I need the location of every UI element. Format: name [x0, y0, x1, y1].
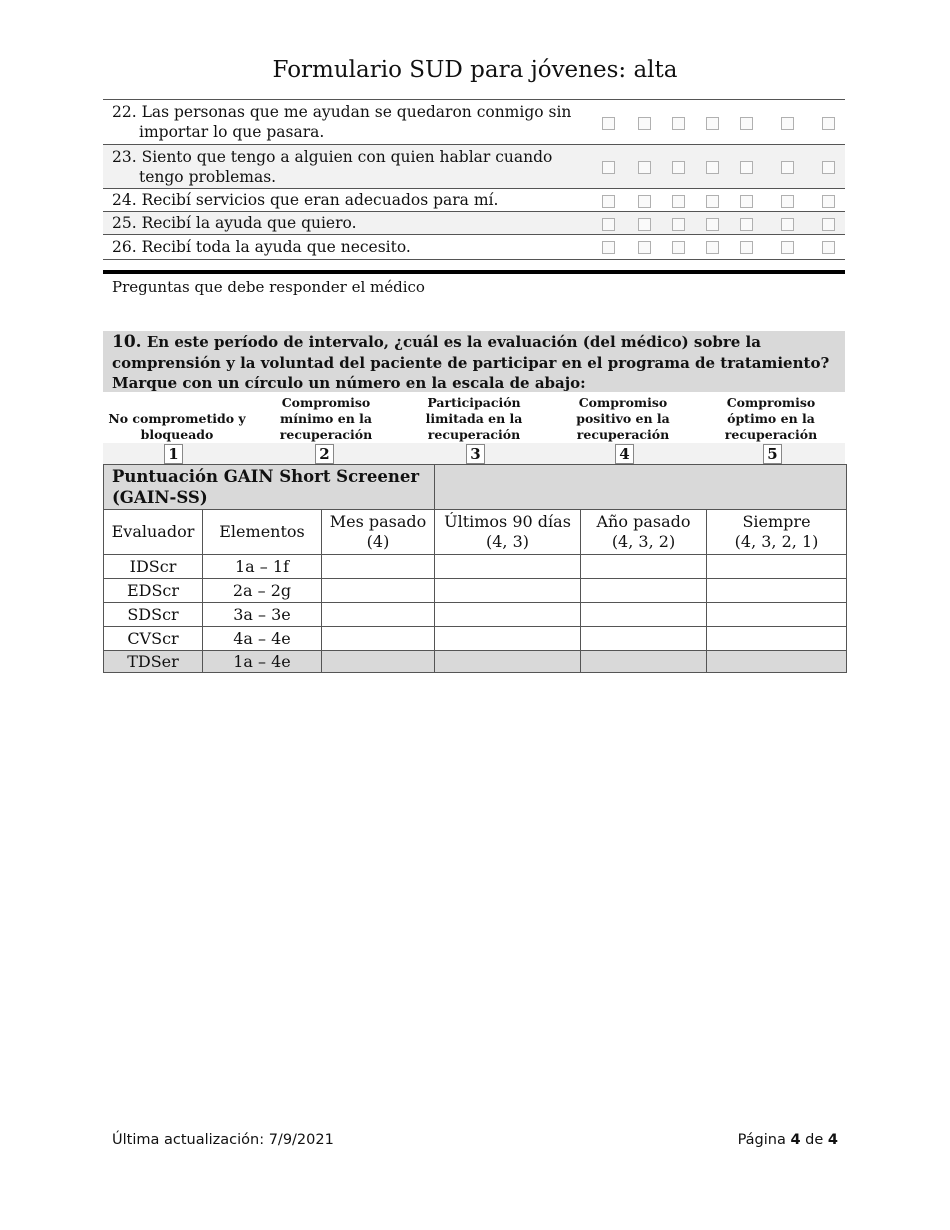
scale-label: Compromiso positivo en la recuperación: [576, 395, 670, 442]
question-10-text: En este período de intervalo, ¿cuál es la evaluación (del médico) sobre la comprensión y la voluntad del paciente de participar en el programa de tratamiento? Marque con un círculo un número en la escala de abajo:: [112, 333, 830, 392]
evaluator-cell: CVScr: [104, 627, 203, 651]
answer-checkbox[interactable]: [706, 218, 719, 231]
table-row: [104, 603, 847, 627]
gain-ss-table: [103, 464, 847, 673]
answer-checkbox[interactable]: [602, 218, 615, 231]
answer-checkbox[interactable]: [638, 117, 651, 130]
table-row: [104, 627, 847, 651]
answer-checkbox[interactable]: [706, 195, 719, 208]
question-line2: importar lo que pasara.: [139, 123, 325, 141]
table-row: [104, 579, 847, 603]
answer-checkbox[interactable]: [822, 218, 835, 231]
page-title: Formulario SUD para jóvenes: alta: [272, 57, 678, 83]
scale-label: Compromiso mínimo en la recuperación: [279, 395, 373, 442]
score-cell[interactable]: [581, 603, 707, 627]
column-header: Mes pasado (4): [322, 510, 435, 555]
column-header: Siempre (4, 3, 2, 1): [707, 510, 847, 555]
gain-ss-header: [104, 465, 847, 510]
answer-checkbox[interactable]: [781, 195, 794, 208]
question-line1: 22. Las personas que me ayudan se quedaron conmigo sin: [112, 103, 572, 121]
scale-number-1[interactable]: 1: [164, 444, 183, 464]
score-cell[interactable]: [581, 555, 707, 579]
question-text: [103, 235, 589, 259]
score-cell[interactable]: [435, 627, 581, 651]
clinician-note: Preguntas que debe responder el médico: [112, 278, 425, 296]
answer-checkbox[interactable]: [781, 117, 794, 130]
items-cell: 1a – 1f: [203, 555, 322, 579]
score-cell[interactable]: [435, 555, 581, 579]
page-number: Página 4 de 4: [737, 1132, 838, 1148]
answer-checkbox[interactable]: [602, 117, 615, 130]
scale-numbers: [103, 443, 845, 464]
score-cell[interactable]: [707, 579, 847, 603]
score-cell[interactable]: [322, 603, 435, 627]
question-text: [103, 212, 589, 235]
items-cell: 4a – 4e: [203, 627, 322, 651]
question-text: [103, 100, 589, 145]
answer-checkbox[interactable]: [781, 218, 794, 231]
question-line1: 25. Recibí la ayuda que quiero.: [112, 214, 357, 232]
question-row: [103, 145, 845, 189]
score-cell[interactable]: [581, 651, 707, 673]
question-10: [103, 331, 845, 392]
items-cell: 2a – 2g: [203, 579, 322, 603]
gain-header-fill: [435, 465, 847, 510]
gain-column-headers: [104, 510, 847, 555]
answer-checkbox[interactable]: [781, 241, 794, 254]
score-cell[interactable]: [581, 579, 707, 603]
answer-checkbox[interactable]: [706, 117, 719, 130]
gain-title-line1: Puntuación GAIN Short Screener: [112, 467, 420, 486]
question-row: [103, 189, 845, 212]
score-cell[interactable]: [435, 579, 581, 603]
evaluator-cell: EDScr: [104, 579, 203, 603]
score-cell[interactable]: [322, 627, 435, 651]
answer-checkbox[interactable]: [672, 117, 685, 130]
last-updated: Última actualización: 7/9/2021: [112, 1132, 334, 1148]
score-cell[interactable]: [435, 603, 581, 627]
answer-checkbox[interactable]: [672, 195, 685, 208]
score-cell[interactable]: [322, 555, 435, 579]
answer-checkbox[interactable]: [740, 218, 753, 231]
answer-checkbox[interactable]: [781, 161, 794, 174]
answer-checkbox[interactable]: [638, 161, 651, 174]
question-line1: 24. Recibí servicios que eran adecuados para mí.: [112, 191, 499, 209]
score-cell[interactable]: [322, 579, 435, 603]
question-line1: 23. Siento que tengo a alguien con quien hablar cuando: [112, 147, 553, 166]
answer-checkbox[interactable]: [822, 195, 835, 208]
question-line2: tengo problemas.: [139, 167, 277, 186]
gain-title-line2: (GAIN-SS): [112, 488, 208, 507]
score-cell[interactable]: [707, 603, 847, 627]
answer-checkbox[interactable]: [706, 161, 719, 174]
score-cell[interactable]: [581, 627, 707, 651]
question-row: [103, 212, 845, 235]
scale-number-2[interactable]: 2: [315, 444, 334, 464]
section-divider: [103, 270, 845, 274]
answer-checkbox[interactable]: [602, 161, 615, 174]
table-bottom-rule: [103, 259, 845, 260]
score-cell[interactable]: [707, 555, 847, 579]
question-text: [103, 189, 589, 212]
scale-number-4[interactable]: 4: [615, 444, 634, 464]
scale-number-3[interactable]: 3: [466, 444, 485, 464]
column-header: Últimos 90 días (4, 3): [435, 510, 581, 555]
answer-checkbox[interactable]: [638, 241, 651, 254]
answer-checkbox[interactable]: [638, 195, 651, 208]
question-text: [103, 145, 589, 189]
scale-label: Compromiso óptimo en la recuperación: [724, 395, 818, 442]
answer-checkbox[interactable]: [602, 195, 615, 208]
answer-checkbox[interactable]: [638, 218, 651, 231]
total-row: [104, 651, 847, 673]
scale-label: Participación limitada en la recuperación: [425, 395, 523, 442]
score-cell[interactable]: [322, 651, 435, 673]
score-cell[interactable]: [707, 627, 847, 651]
evaluator-cell: IDScr: [104, 555, 203, 579]
scale-labels: [103, 393, 845, 443]
question-row: [103, 235, 845, 259]
answer-checkbox[interactable]: [822, 117, 835, 130]
answer-checkbox[interactable]: [706, 241, 719, 254]
questions-table: [103, 99, 845, 259]
scale-label: No comprometido y bloqueado: [108, 411, 246, 442]
gain-ss-title: [104, 465, 435, 510]
column-header: Año pasado (4, 3, 2): [581, 510, 707, 555]
answer-checkbox[interactable]: [672, 241, 685, 254]
score-cell[interactable]: [435, 651, 581, 673]
answer-checkbox[interactable]: [672, 161, 685, 174]
answer-checkbox[interactable]: [740, 241, 753, 254]
answer-checkbox[interactable]: [822, 241, 835, 254]
answer-checkbox[interactable]: [602, 241, 615, 254]
question-row: [103, 100, 845, 145]
items-cell: 3a – 3e: [203, 603, 322, 627]
answer-checkbox[interactable]: [740, 195, 753, 208]
question-line1: 26. Recibí toda la ayuda que necesito.: [112, 237, 411, 256]
question-10-number: 10.: [112, 332, 142, 352]
answer-checkbox[interactable]: [740, 117, 753, 130]
evaluator-cell: SDScr: [104, 603, 203, 627]
scale-number-5[interactable]: 5: [763, 444, 782, 464]
items-cell: 1a – 4e: [203, 651, 322, 673]
column-header: Elementos: [203, 510, 322, 555]
answer-checkbox[interactable]: [672, 218, 685, 231]
evaluator-cell: TDSer: [104, 651, 203, 673]
column-header: Evaluador: [104, 510, 203, 555]
score-cell[interactable]: [707, 651, 847, 673]
table-row: [104, 555, 847, 579]
answer-checkbox[interactable]: [740, 161, 753, 174]
answer-checkbox[interactable]: [822, 161, 835, 174]
